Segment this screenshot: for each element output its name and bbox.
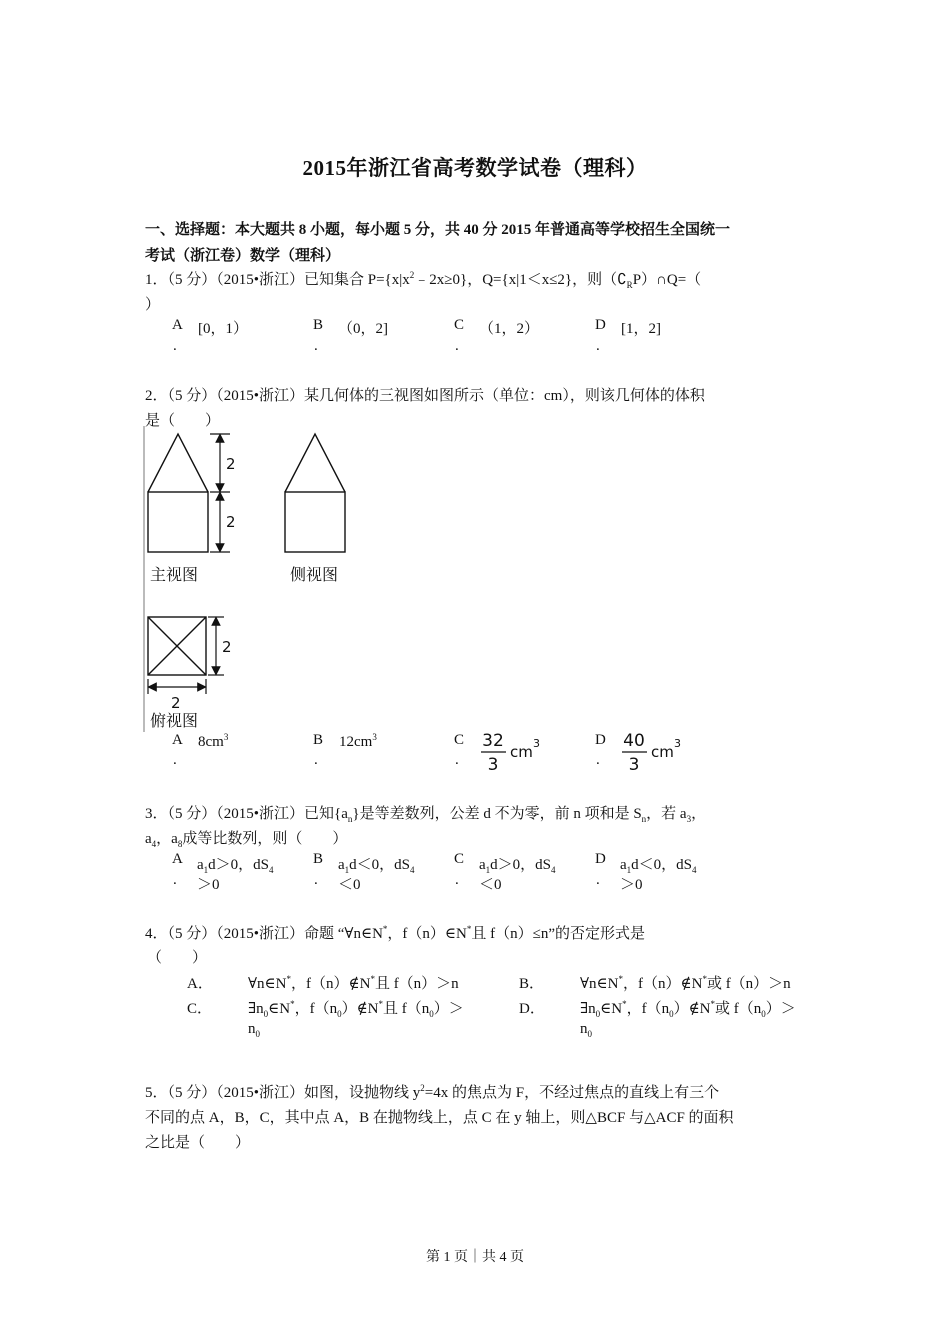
- q4d-l2: n: [580, 1021, 588, 1037]
- q1-option-d-text: [1，2]: [621, 321, 661, 337]
- q3-option-a-dot: .: [173, 872, 177, 888]
- q4d-2: ∈N: [600, 1001, 623, 1017]
- q3d-pre: a: [620, 857, 627, 873]
- side-view-shape: [285, 434, 345, 552]
- front-view-label: 主视图: [150, 565, 199, 584]
- svg-text:40: 40: [623, 731, 645, 751]
- q4-sup1: *: [382, 924, 388, 934]
- q4a-3: 且 f（n）＞n: [374, 976, 459, 992]
- q4d-sb3: 0: [761, 1009, 766, 1019]
- q4a-s2: *: [370, 974, 375, 984]
- q4-sup2: *: [466, 924, 472, 934]
- dim-label-bottom: 2: [226, 513, 236, 531]
- q4-option-c-line2: [248, 1021, 260, 1038]
- q5-text-b: =4x 的焦点为 F，不经过焦点的直线上有三个: [424, 1085, 720, 1101]
- q1-option-b-letter: B: [313, 317, 324, 333]
- q3-option-a-text: [197, 853, 274, 874]
- section-header-line1: 一、选择题：本大题共 8 小题，每小题 5 分，共 40 分 2015 年普通高等学校招生全国统一: [145, 222, 731, 238]
- q3a-mid: d＞0，dS: [208, 857, 270, 873]
- q4d-3: ，f（n: [626, 1001, 670, 1017]
- q4d-sb1: 0: [595, 1009, 601, 1019]
- q3-option-c-letter: C: [454, 851, 465, 867]
- q3b-pre: a: [338, 857, 345, 873]
- q3-option-d-dot: .: [596, 872, 600, 888]
- q3c-pre: a: [479, 857, 486, 873]
- svg-text:3: 3: [628, 755, 640, 774]
- q1-text-b: ﹣2x≥0}，Q={x|1＜x≤2}，则（∁: [414, 272, 627, 288]
- q1-option-a-dot: .: [173, 338, 177, 354]
- question-3-stem: [145, 802, 706, 823]
- q4a-1: ∀n∈N: [248, 976, 287, 992]
- q1-sup: 2: [409, 270, 415, 280]
- q4d-sb2: 0: [669, 1009, 674, 1019]
- q3-text-b: }是等差数列，公差 d 不为零，前 n 项和是 S: [352, 806, 642, 822]
- svg-text:3: 3: [533, 737, 540, 750]
- q3-text-a: 3．（5 分）（2015•浙江）已知{a: [145, 806, 348, 822]
- q4-option-d-line2: [580, 1021, 592, 1038]
- page-footer: 第 1 页｜共 4 页: [426, 1250, 524, 1265]
- q1-option-d-dot: .: [596, 338, 600, 354]
- q4-option-b-text: [580, 972, 791, 993]
- section-header-line2: 考试（浙江卷）数学（理科）: [145, 248, 341, 264]
- q4c-sp1: *: [290, 999, 295, 1009]
- question-2-stem: 2．（5 分）（2015•浙江）某几何体的三视图如图所示（单位：cm），则该几何体的体积: [145, 388, 705, 404]
- q3c-mid: d＞0，dS: [490, 857, 552, 873]
- q2-option-d-letter: D: [595, 732, 606, 748]
- svg-text:3: 3: [674, 737, 681, 750]
- q1-option-a-text: [0，1）: [198, 321, 248, 337]
- q3-l2-b: ，a: [156, 831, 178, 847]
- q2-b-sup: 3: [372, 732, 377, 742]
- q4-option-c-label: C．: [187, 1001, 213, 1017]
- q3-text-d: ，: [691, 806, 707, 822]
- q4-option-a-label: A．: [187, 976, 213, 992]
- svg-text:cm: cm: [651, 743, 674, 761]
- question-1-stem: [145, 268, 701, 289]
- q4c-sb3: 0: [429, 1009, 434, 1019]
- top-view-shape: [148, 617, 206, 675]
- q3-sub1: n: [347, 814, 353, 824]
- q4c-sb1: 0: [263, 1009, 269, 1019]
- q1-option-c-text: （1，2）: [479, 321, 540, 337]
- q1-option-b-text: （0，2]: [338, 321, 388, 337]
- q4c-sp2: *: [378, 999, 384, 1009]
- q3-option-d-text: [620, 853, 697, 874]
- question-3-stem-line2: [145, 827, 347, 848]
- q1-option-a-letter: A: [172, 317, 183, 333]
- q4a-2: ，f（n）∉N: [291, 976, 371, 992]
- q4b-s2: *: [702, 974, 707, 984]
- q3a-pre: a: [197, 857, 204, 873]
- dim-label-top: 2: [226, 455, 236, 473]
- q2-option-a-dot: .: [173, 752, 177, 768]
- q1-sub: R: [626, 280, 633, 290]
- three-view-figure: [140, 426, 370, 732]
- q4c-sb2: 0: [337, 1009, 342, 1019]
- q4b-3: 或 f（n）＞n: [706, 976, 791, 992]
- q3-option-b-letter: B: [313, 851, 324, 867]
- q1-text-a: 1．（5 分）（2015•浙江）已知集合 P={x|x: [145, 272, 410, 288]
- q4c-5: 且 f（n: [383, 1001, 430, 1017]
- q4b-s1: *: [618, 974, 623, 984]
- q3-option-b-dot: .: [314, 872, 318, 888]
- question-5-stem-line3: 之比是（ ）: [145, 1135, 251, 1151]
- q3-option-c-dot: .: [455, 872, 459, 888]
- q3a-sub: 1: [203, 865, 209, 875]
- q3-sub2: n: [641, 814, 647, 824]
- q2-option-d-fraction: [619, 728, 683, 774]
- svg-text:cm: cm: [510, 743, 533, 761]
- q2-option-c-fraction: [478, 728, 542, 774]
- q2-b-value: 12cm: [339, 734, 373, 750]
- q4c-6: ）＞: [433, 1001, 464, 1017]
- q3c-sub: 1: [485, 865, 491, 875]
- q4d-l2sub: 0: [587, 1029, 592, 1039]
- q3b-mid: d＜0，dS: [349, 857, 411, 873]
- q3b-sub2: 4: [410, 865, 415, 875]
- q3-l2-sub1: 4: [151, 839, 157, 849]
- q4-option-c-text: [248, 997, 464, 1018]
- q3-option-c-line2: ＜0: [479, 877, 502, 893]
- q2-option-b-text: [339, 734, 377, 751]
- q4c-1: ∃n: [248, 1001, 264, 1017]
- q3-option-d-line2: ＞0: [620, 877, 643, 893]
- q3-option-a-letter: A: [172, 851, 183, 867]
- svg-text:32: 32: [482, 731, 504, 751]
- front-dimension-lines: [210, 434, 230, 552]
- q2-a-sup: 3: [223, 732, 229, 742]
- q4-text-b: ，f（n）∈N: [387, 926, 467, 942]
- q4c-l2sub: 0: [255, 1029, 260, 1039]
- q3-l2-sub2: 8: [177, 839, 183, 849]
- q4-option-d-label: D．: [519, 1001, 545, 1017]
- q3-l2-a: a: [145, 831, 152, 847]
- question-2-stem-line2: 是（ ）: [145, 413, 221, 429]
- q4-text-c: 且 f（n）≤n”的否定形式是: [471, 926, 645, 942]
- q4a-s1: *: [286, 974, 291, 984]
- q3c-sub2: 4: [551, 865, 556, 875]
- q4d-sp2: *: [710, 999, 716, 1009]
- q3b-sub: 1: [344, 865, 350, 875]
- question-5-stem-line2: 不同的点 A，B，C，其中点 A，B 在抛物线上，点 C 在 y 轴上，则△BCF 与△ACF 的面积: [145, 1110, 734, 1126]
- dim-label-width: 2: [171, 694, 181, 712]
- q4d-1: ∃n: [580, 1001, 596, 1017]
- q3-sub3: 3: [686, 814, 692, 824]
- q4c-4: ）∉N: [341, 1001, 379, 1017]
- q4-option-b-label: B．: [519, 976, 545, 992]
- question-1-stem-line2: ）: [145, 297, 161, 313]
- q2-option-b-dot: .: [314, 752, 318, 768]
- q4d-6: ）＞: [765, 1001, 796, 1017]
- q4d-4: ）∉N: [673, 1001, 711, 1017]
- q2-option-a-text: [198, 734, 228, 751]
- q4c-2: ∈N: [268, 1001, 291, 1017]
- q3-option-c-text: [479, 853, 556, 874]
- q4c-3: ，f（n: [294, 1001, 338, 1017]
- q3-option-a-line2: ＞0: [197, 877, 220, 893]
- q3-option-b-text: [338, 853, 415, 874]
- q1-option-c-dot: .: [455, 338, 459, 354]
- q2-option-c-letter: C: [454, 732, 465, 748]
- q3-text-c: ，若 a: [646, 806, 687, 822]
- q5-sup: 2: [420, 1083, 425, 1093]
- dim-label-top-view: 2: [222, 638, 232, 656]
- q4-option-d-text: [580, 997, 796, 1018]
- q2-option-b-letter: B: [313, 732, 324, 748]
- question-4-stem: [145, 922, 645, 943]
- q3-option-d-letter: D: [595, 851, 606, 867]
- q4d-sp1: *: [622, 999, 627, 1009]
- q4c-l2: n: [248, 1021, 256, 1037]
- q4b-2: ，f（n）∉N: [623, 976, 703, 992]
- q3a-sub2: 4: [269, 865, 274, 875]
- page-title: 2015年浙江省高考数学试卷（理科）: [302, 156, 648, 180]
- question-4-stem-line2: （ ）: [147, 950, 208, 966]
- q1-text-c: P）∩Q=（: [632, 272, 702, 288]
- q4b-1: ∀n∈N: [580, 976, 619, 992]
- side-view-label: 侧视图: [290, 565, 339, 584]
- q3d-mid: d＜0，dS: [631, 857, 693, 873]
- q4-text-a: 4．（5 分）（2015•浙江）命题 “∀n∈N: [145, 926, 383, 942]
- q3-option-b-line2: ＜0: [338, 877, 361, 893]
- q1-option-d-letter: D: [595, 317, 606, 333]
- q5-text-a: 5．（5 分）（2015•浙江）如图，设抛物线 y: [145, 1085, 421, 1101]
- q4d-5: 或 f（n: [715, 1001, 762, 1017]
- q4-option-a-text: [248, 972, 459, 993]
- q3-l2-c: 成等比数列，则（ ）: [182, 831, 348, 847]
- question-5-stem: [145, 1081, 719, 1102]
- q2-a-value: 8cm: [198, 734, 224, 750]
- q3d-sub2: 4: [692, 865, 697, 875]
- q1-option-b-dot: .: [314, 338, 318, 354]
- front-view-shape: [148, 434, 208, 552]
- q2-option-a-letter: A: [172, 732, 183, 748]
- q2-option-c-dot: .: [455, 752, 459, 768]
- svg-text:3: 3: [487, 755, 499, 774]
- q3d-sub: 1: [626, 865, 632, 875]
- q2-option-d-dot: .: [596, 752, 600, 768]
- top-view-label: 俯视图: [150, 711, 199, 730]
- q1-option-c-letter: C: [454, 317, 465, 333]
